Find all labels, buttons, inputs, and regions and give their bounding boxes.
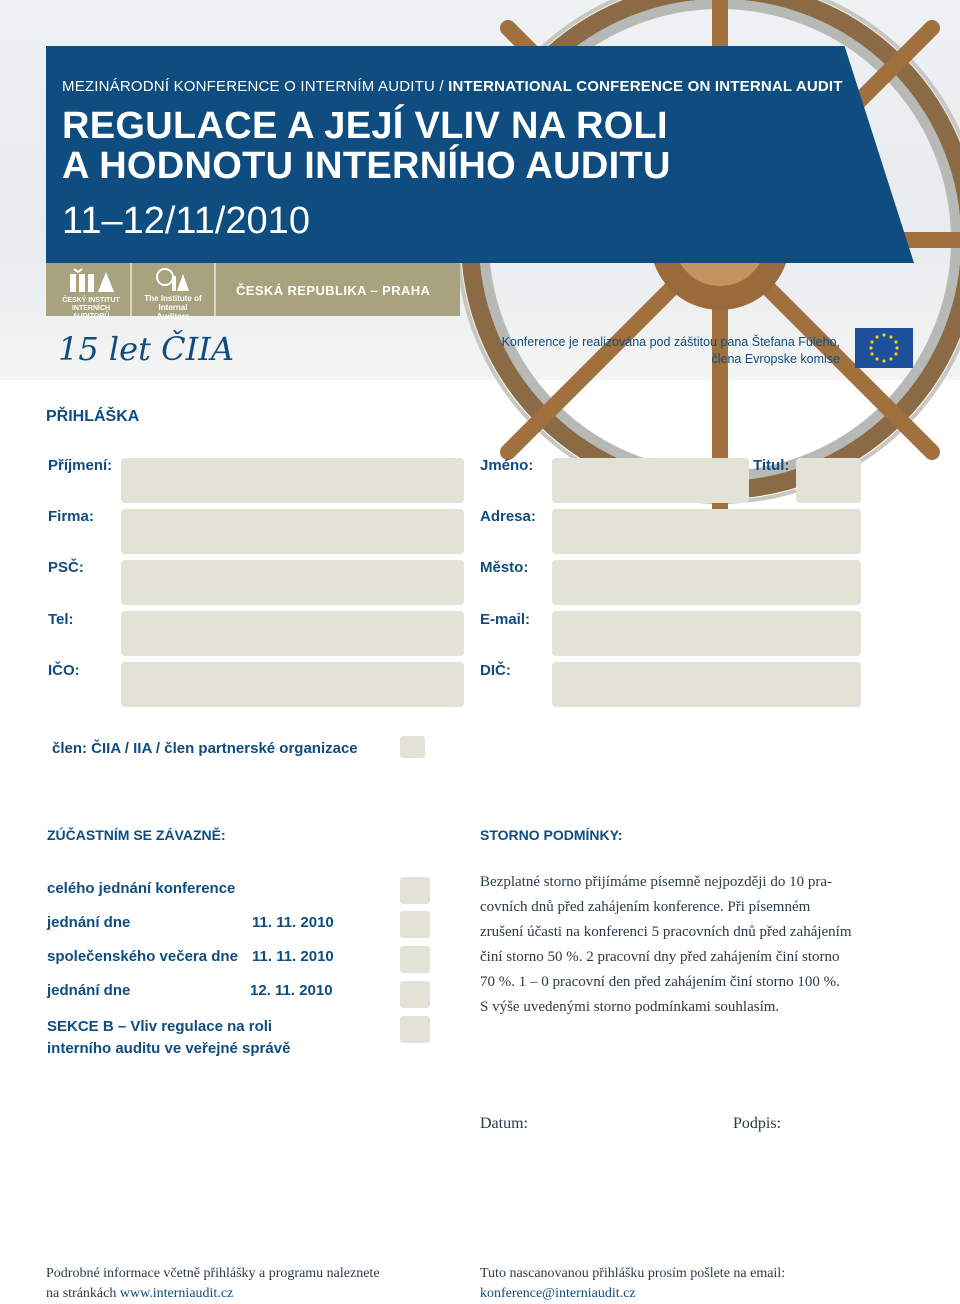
storno-line: Bezplatné storno přijímáme písemně nejpozději do 10 pra- <box>480 874 832 890</box>
name-field[interactable] <box>552 458 749 503</box>
zip-label: PSČ: <box>48 559 84 576</box>
member-label: člen: ČIIA / IIA / člen partnerské organizace <box>52 740 358 757</box>
patronage-text <box>502 334 840 368</box>
attendance-item-label: společenského večera dne <box>47 948 238 965</box>
ciia-logo-icon <box>68 268 114 294</box>
city-label: Město: <box>480 559 529 576</box>
eu-flag-icon <box>855 328 913 368</box>
iia-logo-text-1: The Institute of <box>144 294 202 303</box>
location-label: ČESKÁ REPUBLIKA – PRAHA <box>236 283 431 298</box>
iia-globe-icon <box>156 268 190 292</box>
iia-logo <box>142 268 204 321</box>
company-field[interactable] <box>121 509 464 554</box>
storno-line: 70 %. 1 – 0 pracovní den před zahájením činí storno 100 %. <box>480 974 840 990</box>
attendance-item-date: 11. 11. 2010 <box>252 948 334 965</box>
footer-left-prefix: na stránkách <box>46 1286 120 1301</box>
phone-field[interactable] <box>121 611 464 656</box>
title-label: Titul: <box>753 457 790 474</box>
title-line-1: REGULACE A JEJÍ VLIV NA ROLI <box>62 105 668 147</box>
storno-line: S výše uvedenými storno podmínkami souhlasím. <box>480 999 780 1015</box>
footer-email-info <box>480 1264 785 1304</box>
zip-field[interactable] <box>121 560 464 605</box>
section-b-line-2: interního auditu ve veřejné správě <box>47 1040 291 1057</box>
attendance-heading: ZÚČASTNÍM SE ZÁVAZNĚ: <box>47 827 226 843</box>
footer-left-line-1: Podrobné informace včetně přihlášky a programu naleznete <box>46 1266 380 1281</box>
logo-separator <box>214 263 216 316</box>
patron-line-2: člena Evropske komise <box>711 352 840 366</box>
footer-info <box>46 1264 380 1304</box>
form-heading: PŘIHLÁŠKA <box>46 408 140 425</box>
surname-label: Příjmení: <box>48 457 113 474</box>
subtitle-cz: MEZINÁRODNÍ KONFERENCE O INTERNÍM AUDITU <box>62 78 436 95</box>
anniversary-text: 15 let ČIIA <box>58 330 234 368</box>
section-b-checkbox[interactable] <box>400 1016 430 1043</box>
attendance-item-date: 12. 11. 2010 <box>250 982 333 999</box>
storno-line: zrušení účasti na konferenci 5 pracovních dnů před zahájením <box>480 924 852 940</box>
subtitle-separator: / <box>439 78 444 95</box>
conference-title <box>62 106 671 186</box>
section-b-label <box>47 1016 290 1060</box>
iia-logo-text-2: Internal Auditors <box>156 303 190 321</box>
address-label: Adresa: <box>480 508 536 525</box>
email-field[interactable] <box>552 611 861 656</box>
address-field[interactable] <box>552 509 861 554</box>
ciia-logo-text-1: ČESKÝ INSTITUT <box>62 297 120 304</box>
attendance-item-date: 11. 11. 2010 <box>252 914 334 931</box>
city-field[interactable] <box>552 560 861 605</box>
ico-label: IČO: <box>48 662 80 679</box>
subtitle-en: INTERNATIONAL CONFERENCE ON INTERNAL AUDIT <box>448 78 843 95</box>
ico-field[interactable] <box>121 662 464 707</box>
storno-text <box>480 870 852 1020</box>
footer-right-line-1: Tuto nascanovanou přihlášku prosím pošlete na email: <box>480 1266 786 1281</box>
phone-label: Tel: <box>48 611 74 628</box>
attendance-item-label: jednání dne <box>47 914 131 931</box>
dic-field[interactable] <box>552 662 861 707</box>
attendance-checkbox-evening[interactable] <box>400 946 430 973</box>
attendance-checkbox-day2[interactable] <box>400 981 430 1008</box>
title-field[interactable] <box>796 458 861 503</box>
conference-subtitle <box>62 78 843 95</box>
title-line-2: A HODNOTU INTERNÍHO AUDITU <box>62 145 671 187</box>
attendance-item-label: celého jednání konference <box>47 880 236 897</box>
ciia-logo <box>60 268 122 321</box>
email-link[interactable]: konference@interniaudit.cz <box>480 1286 636 1301</box>
footer-left-line-2 <box>46 1284 380 1304</box>
member-checkbox[interactable] <box>400 736 425 758</box>
attendance-checkbox-day1[interactable] <box>400 911 430 938</box>
storno-line: činí storno 50 %. 2 pracovní dny před zahájením činí storno <box>480 949 840 965</box>
attendance-item-label: jednání dne <box>47 982 131 999</box>
date-label: Datum: <box>480 1115 528 1132</box>
section-b-line-1: SEKCE B – Vliv regulace na roli <box>47 1018 273 1035</box>
website-link[interactable]: www.interniaudit.cz <box>119 1286 234 1301</box>
patron-line-1: Konference je realizována pod záštitou pana Štefana Füleho, <box>501 335 840 349</box>
storno-heading: STORNO PODMÍNKY: <box>480 827 623 843</box>
surname-field[interactable] <box>121 458 464 503</box>
storno-line: covních dnů před zahájením konference. Při písemném <box>480 899 811 915</box>
name-label: Jméno: <box>480 457 534 474</box>
logo-separator-2 <box>130 263 132 316</box>
conference-date: 11–12/11/2010 <box>62 200 310 242</box>
company-label: Firma: <box>48 508 94 525</box>
signature-label: Podpis: <box>733 1115 782 1132</box>
email-label: E-mail: <box>480 611 531 628</box>
dic-label: DIČ: <box>480 662 511 679</box>
attendance-checkbox-full[interactable] <box>400 877 430 904</box>
ciia-logo-text-2: INTERNÍCH AUDITORŮ <box>71 305 111 320</box>
